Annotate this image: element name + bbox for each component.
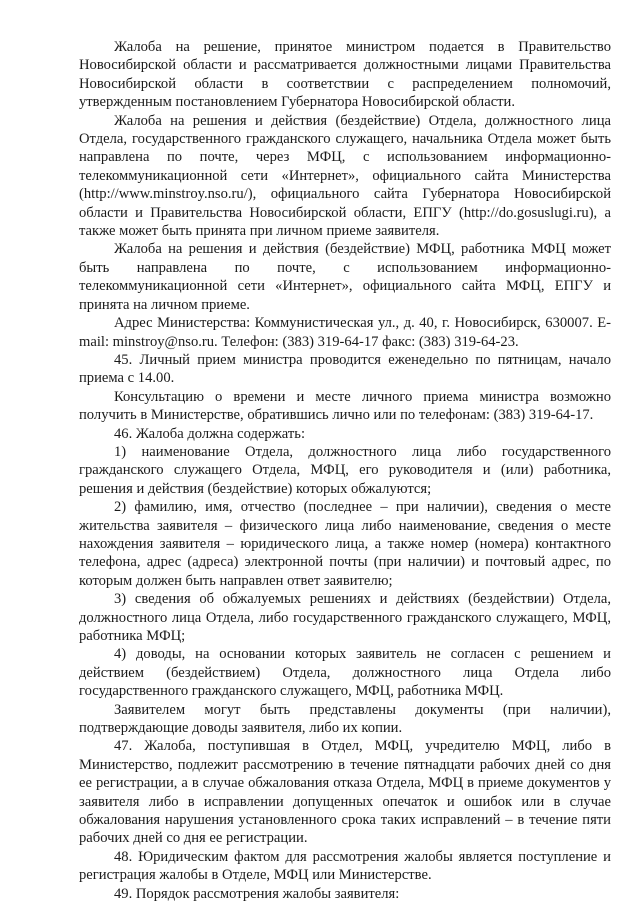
paragraph-ministry-address: Адрес Министерства: Коммунистическая ул., д. 40, г. Новосибирск, 630007. E-mail: minstroy@nso.ru. Телефон: (383) 319-64-17 факс: (383) 319-64-23.	[79, 315, 611, 350]
paragraph-reception-consultation: Консультацию о времени и месте личного приема министра возможно получить в Министерстве, обратившись лично или по телефонам: (383) 319-64-17.	[79, 388, 611, 424]
list-item-2-applicant-details: 2) фамилию, имя, отчество (последнее – при наличии), сведения о месте жительства заявителя – физического лица либо наименование, сведения о месте нахождения заявителя – юридического лица, а также номер (номера) контактного телефона, адрес (адреса) электронной почты (при наличии) и почтовый адрес, по которым должен быть направлен ответ заявителю;	[79, 499, 611, 589]
paragraph-45-personal-reception: 45. Личный прием министра проводится еженедельно по пятницам, начало приема с 14.00.	[79, 351, 611, 387]
paragraph-46-complaint-contents: 46. Жалоба должна содержать:	[114, 425, 305, 442]
paragraph-49-review-procedure: 49. Порядок рассмотрения жалобы заявителя:	[114, 885, 400, 902]
paragraph-ministry-decision-appeal: Жалоба на решение, принятое министром подается в Правительство Новосибирской области и рассматривается должностными лицами Правительства Новосибирской области в соответствии с распределением полномочий, утвержденным постановлением Губернатора Новосибирской области.	[79, 39, 611, 111]
paragraph-mfc-complaint-channels: Жалоба на решения и действия (бездействие) МФЦ, работника МФЦ может быть направлена по почте, с использованием информационно-телекоммуникационной сети «Интернет», официального сайта МФЦ, ЕПГУ и принята на личном приеме.	[79, 241, 611, 313]
document-page	[79, 38, 611, 903]
list-item-1-name-of-body: 1) наименование Отдела, должностного лица либо государственного гражданского служащего Отдела, МФЦ, его руководителя и (или) работника, решения и действия (бездействие) которых обжалуются;	[79, 443, 611, 497]
paragraph-supporting-documents: Заявителем могут быть представлены документы (при наличии), подтверждающие доводы заявителя, либо их копии.	[79, 701, 611, 737]
list-item-4-arguments: 4) доводы, на основании которых заявитель не согласен с решением и действием (бездействием) Отдела, должностного лица Отдела либо государственного гражданского служащего, МФЦ, работника МФЦ.	[79, 646, 611, 700]
list-item-3-appealed-decisions: 3) сведения об обжалуемых решениях и действиях (бездействии) Отдела, должностного лица Отдела, либо государственного гражданского служащего, МФЦ, работника МФЦ;	[79, 591, 611, 644]
paragraph-department-complaint-channels: Жалоба на решения и действия (бездействие) Отдела, должностного лица Отдела, государственного гражданского служащего, начальника Отдела может быть направлена по почте, через МФЦ, с использованием информационно-телекоммуникационной сети «Интернет», официального сайта Министерства (http://www.minstroy.nso.ru/), официального сайта Губернатора Новосибирской области и Правительства Новосибирской области, ЕПГУ (http://do.gosuslugi.ru), а также может быть принята при личном приеме заявителя.	[79, 112, 611, 240]
paragraph-48-legal-fact: 48. Юридическим фактом для рассмотрения жалобы является поступление и регистрация жалобы в Отделе, МФЦ или Министерстве.	[79, 848, 611, 884]
paragraph-47-review-terms: 47. Жалоба, поступившая в Отдел, МФЦ, учредителю МФЦ, либо в Министерство, подлежит рассмотрению в течение пятнадцати рабочих дней со дня ее регистрации, а в случае обжалования отказа Отдела, МФЦ в приеме документов у заявителя либо в исправлении допущенных опечаток и ошибок или в случае обжалования нарушения установленного срока таких исправлений – в течение пяти рабочих дней со дня ее регистрации.	[79, 738, 611, 847]
